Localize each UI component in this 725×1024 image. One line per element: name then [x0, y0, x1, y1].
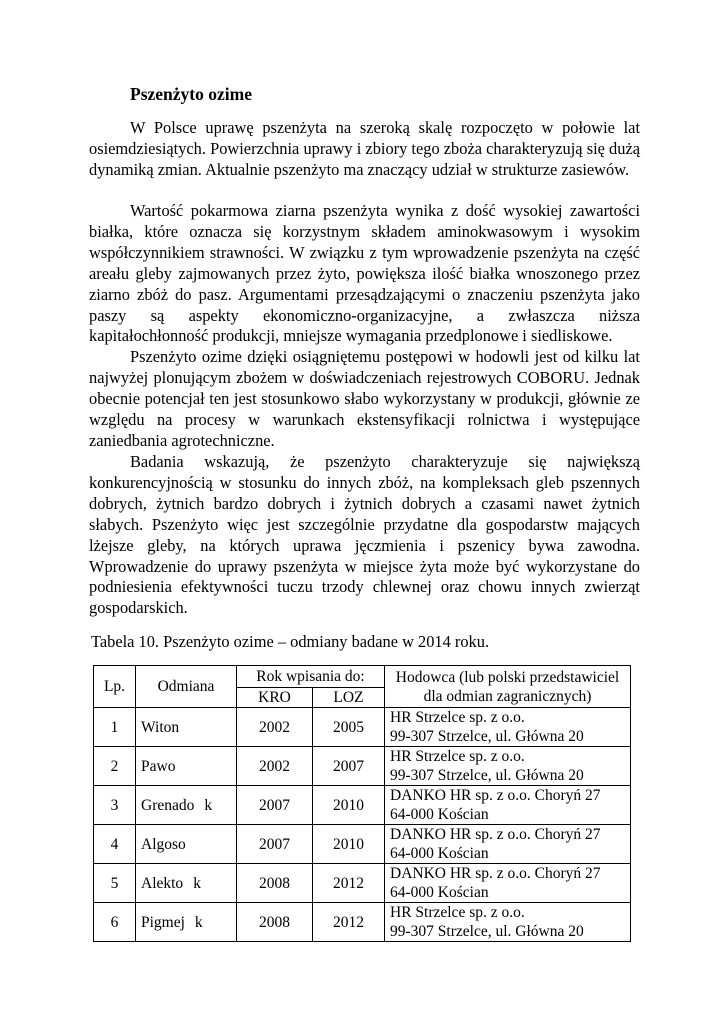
header-loz: LOZ — [313, 688, 385, 708]
cell-lp: 1 — [94, 708, 136, 747]
paragraph-2: Wartość pokarmowa ziarna pszenżyta wynika z dość wysokiej zawartości białka, które oznacza się korzystnym składem aminokwasowym i wysokim współczynnikiem strawności. W związku z tym wprowadzenie pszenżyta na część areału gleby zajmowanych przez żyto, powiększa ilość białka wnoszonego przez ziarno zbóż do pasz. Argumentami przesądzającymi o znaczeniu pszenżyta jako paszy są aspekty ekonomiczno-organizacyjne, a zwłaszcza niższa kapitałochłonność produkcji, mniejsze wymagania przedplonowe i siedliskowe. — [89, 201, 640, 346]
cell-hodowca — [385, 786, 631, 825]
paragraph-3: Pszenżyto ozime dzięki osiągniętemu postępowi w hodowli jest od kilku lat najwyżej plonującym zbożem w doświadczeniach rejestrowych COBORU. Jednak obecnie potencjał ten jest stosunkowo słabo wykorzystany w produkcji, głównie ze względu na procesy w warunkach ekstensyfikacji rolnictwa i występujące zaniedbania agrotechniczne. — [89, 347, 640, 450]
cell-hodowca — [385, 747, 631, 786]
cell-loz: 2010 — [313, 825, 385, 864]
variety-name: Alekto — [141, 874, 184, 892]
table-row — [94, 747, 631, 786]
table-row — [94, 825, 631, 864]
cell-hodowca — [385, 903, 631, 942]
breeder-address: 99-307 Strzelce, ul. Główna 20 — [390, 767, 584, 784]
cell-loz: 2012 — [313, 903, 385, 942]
cell-odmiana — [136, 747, 237, 786]
cell-kro: 2007 — [237, 786, 313, 825]
cell-odmiana — [136, 864, 237, 903]
table-row — [94, 786, 631, 825]
variety-name: Pawo — [141, 757, 176, 775]
breeder-name: DANKO HR sp. z o.o. Choryń 27 — [390, 787, 601, 804]
header-rok-wpisania: Rok wpisania do: — [237, 666, 385, 688]
table-header-row — [94, 666, 631, 688]
cell-lp: 6 — [94, 903, 136, 942]
variety-name: Grenado — [141, 796, 195, 814]
cell-odmiana — [136, 903, 237, 942]
variety-mark: k — [204, 796, 213, 814]
cell-kro: 2008 — [237, 903, 313, 942]
header-odmiana: Odmiana — [136, 666, 237, 708]
breeder-name: DANKO HR sp. z o.o. Choryń 27 — [390, 826, 601, 843]
cell-hodowca — [385, 825, 631, 864]
breeder-address: 64-000 Kościan — [390, 806, 489, 823]
table-caption: Tabela 10. Pszenżyto ozime – odmiany badane w 2014 roku. — [91, 632, 490, 651]
header-lp: Lp. — [94, 666, 136, 708]
varieties-table — [93, 665, 631, 942]
cell-kro: 2008 — [237, 864, 313, 903]
breeder-address: 99-307 Strzelce, ul. Główna 20 — [390, 728, 584, 745]
table-row — [94, 708, 631, 747]
cell-lp: 5 — [94, 864, 136, 903]
breeder-name: DANKO HR sp. z o.o. Choryń 27 — [390, 865, 601, 882]
cell-kro: 2007 — [237, 825, 313, 864]
breeder-address: 64-000 Kościan — [390, 884, 489, 901]
variety-mark: k — [193, 874, 201, 892]
table-row — [94, 903, 631, 942]
cell-odmiana — [136, 708, 237, 747]
variety-name: Witon — [141, 718, 180, 736]
cell-lp: 2 — [94, 747, 136, 786]
header-hodowca: Hodowca (lub polski przedstawiciel dla odmian zagranicznych) — [385, 666, 631, 708]
cell-odmiana — [136, 825, 237, 864]
section-title: Pszenżyto ozime — [130, 84, 252, 104]
cell-lp: 4 — [94, 825, 136, 864]
breeder-name: HR Strzelce sp. z o.o. — [390, 904, 525, 921]
paragraph-4: Badania wskazują, że pszenżyto charakteryzuje się największą konkurencyjnością w stosunku do innych zbóż, na kompleksach gleb pszennych dobrych, żytnich bardzo dobrych i żytnich dobrych a czasami nawet żytnich słabych. Pszenżyto więc jest szczególnie przydatne dla gospodarstw mających lżejsze gleby, na których uprawa jęczmienia i pszenicy bywa zawodna. Wprowadzenie do uprawy pszenżyta w miejsce żyta może być wykorzystane do podniesienia efektywności tuczu trzody chlewnej oraz chowu innych zwierząt gospodarskich. — [89, 452, 640, 618]
breeder-address: 64-000 Kościan — [390, 845, 489, 862]
cell-odmiana — [136, 786, 237, 825]
breeder-name: HR Strzelce sp. z o.o. — [390, 748, 525, 765]
cell-loz: 2007 — [313, 747, 385, 786]
cell-hodowca — [385, 708, 631, 747]
variety-name: Algoso — [141, 835, 186, 853]
breeder-name: HR Strzelce sp. z o.o. — [390, 709, 525, 726]
cell-kro: 2002 — [237, 747, 313, 786]
cell-loz: 2010 — [313, 786, 385, 825]
variety-name: Pigmej — [141, 913, 185, 931]
table-row — [94, 864, 631, 903]
breeder-address: 99-307 Strzelce, ul. Główna 20 — [390, 923, 584, 940]
cell-kro: 2002 — [237, 708, 313, 747]
header-kro: KRO — [237, 688, 313, 708]
paragraph-1: W Polsce uprawę pszenżyta na szeroką skalę rozpoczęto w połowie lat osiemdziesiątych. Powierzchnia uprawy i zbiory tego zboża charakteryzują się dużą dynamiką zmian. Aktualnie pszenżyto ma znaczący udział w strukturze zasiewów. — [89, 118, 640, 179]
cell-hodowca — [385, 864, 631, 903]
variety-mark: k — [194, 913, 203, 931]
cell-loz: 2005 — [313, 708, 385, 747]
cell-lp: 3 — [94, 786, 136, 825]
cell-loz: 2012 — [313, 864, 385, 903]
